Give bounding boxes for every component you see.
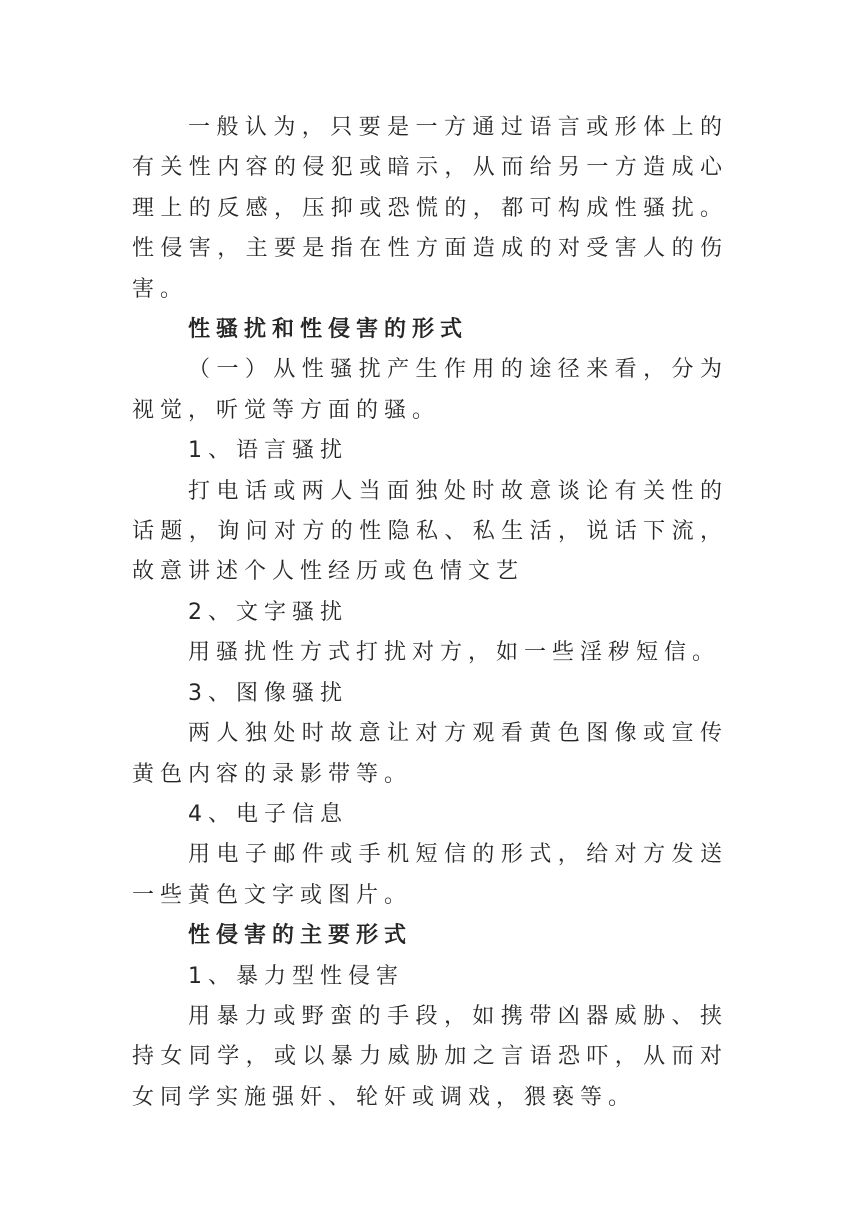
paragraph-text-harassment: 用骚扰性方式打扰对方，如一些淫秽短信。 — [188, 640, 721, 666]
paragraph-image-harassment: 两人独处时故意让对方观看黄色图像或宣传黄色内容的录影带等。 — [132, 721, 728, 787]
paragraph-harassment-channels: （一）从性骚扰产生作用的途径来看，分为视觉，听觉等方面的骚。 — [132, 357, 728, 423]
list-item-image-harassment-title: 3、图像骚扰 — [188, 680, 348, 706]
paragraph-definition: 一般认为，只要是一方通过语言或形体上的有关性内容的侵犯或暗示，从而给另一方造成心理上的反感，压抑或恐慌的，都可构成性骚扰。性侵害，主要是指在性方面造成的对受害人的伤害。 — [132, 115, 728, 302]
list-item-electronic-message-title: 4、电子信息 — [188, 801, 348, 827]
paragraph-verbal-harassment: 打电话或两人当面独处时故意谈论有关性的话题，询问对方的性隐私、私生活，说话下流，故意讲述个人性经历或色情文艺 — [132, 478, 728, 585]
section-heading-forms: 性骚扰和性侵害的形式 — [188, 317, 469, 343]
paragraph-electronic-message: 用电子邮件或手机短信的形式，给对方发送一些黄色文字或图片。 — [132, 842, 728, 908]
section-heading-assault-forms: 性侵害的主要形式 — [188, 923, 413, 949]
list-item-text-harassment-title: 2、文字骚扰 — [188, 599, 348, 625]
document-body — [132, 108, 728, 1118]
list-item-verbal-harassment-title: 1、语言骚扰 — [188, 438, 348, 464]
paragraph-violent-assault: 用暴力或野蛮的手段，如携带凶器威胁、挟持女同学，或以暴力威胁加之言语恐吓，从而对女同学实施强奸、轮奸或调戏，猥亵等。 — [132, 1003, 728, 1110]
list-item-violent-assault-title: 1、暴力型性侵害 — [188, 963, 404, 989]
